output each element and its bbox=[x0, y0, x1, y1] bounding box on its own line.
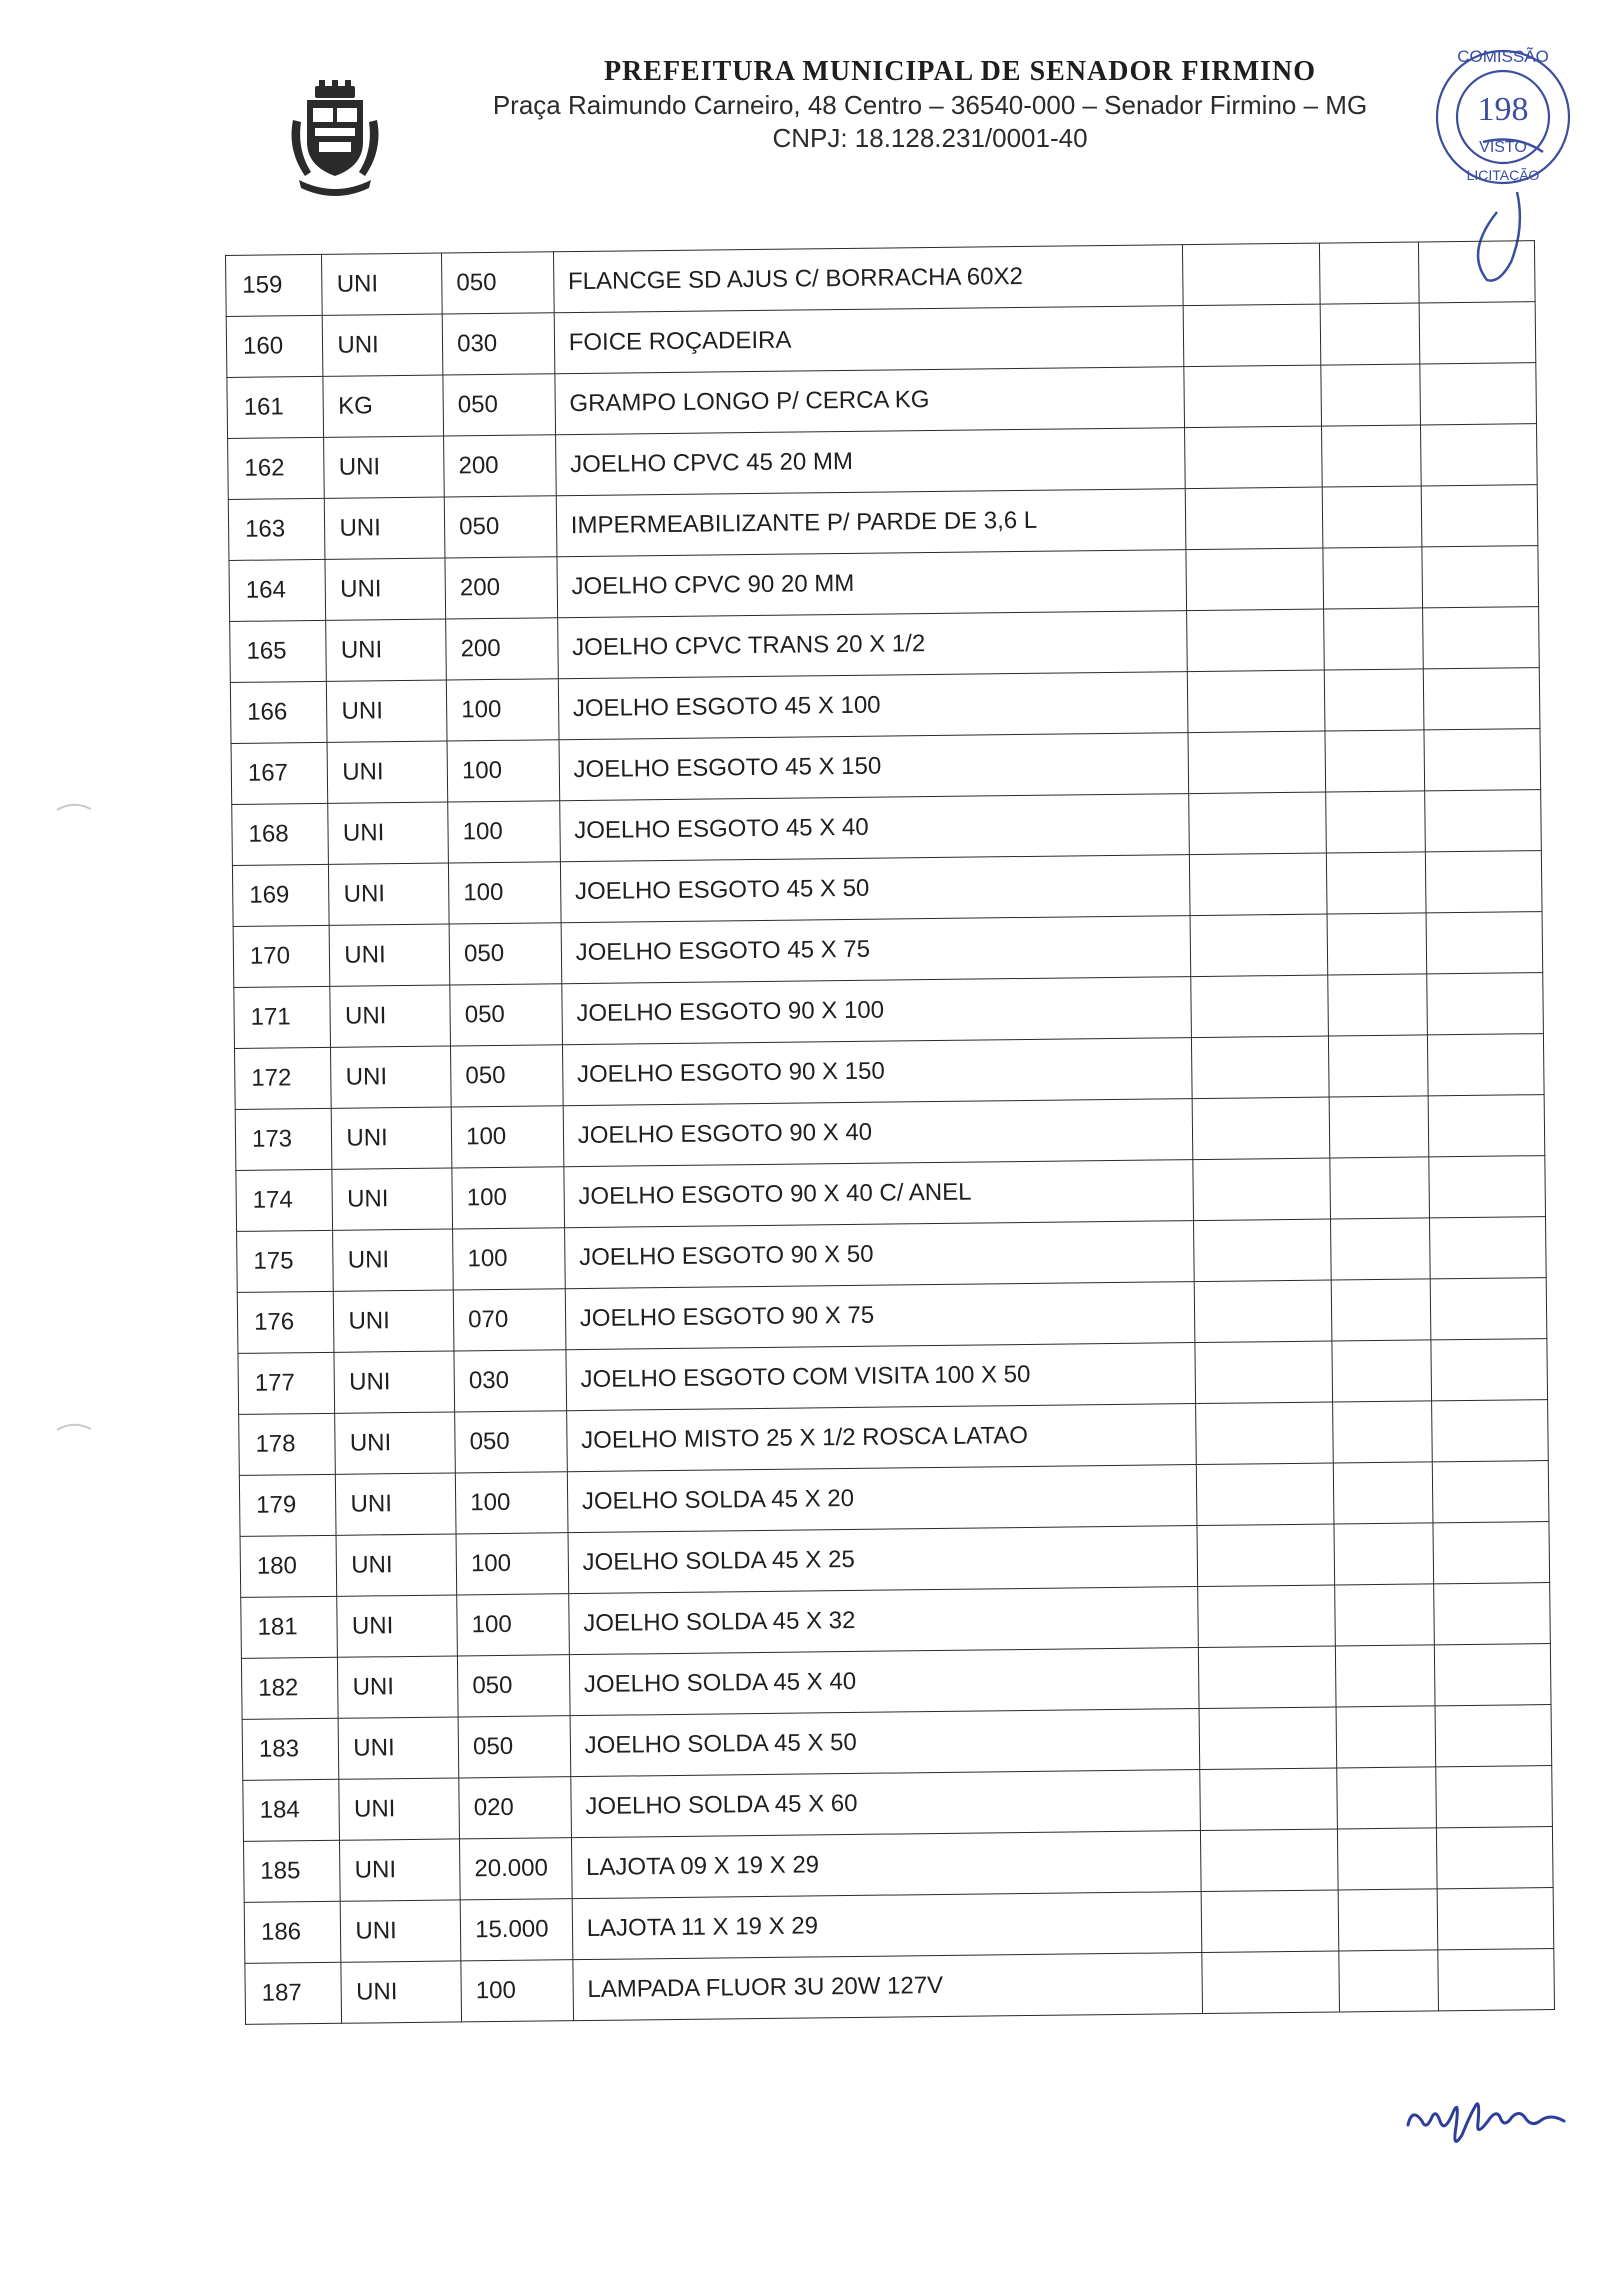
empty-cell bbox=[1185, 487, 1323, 550]
unit-cell: UNI bbox=[332, 1107, 452, 1169]
unit-cell: UNI bbox=[336, 1473, 456, 1535]
unit-cell: UNI bbox=[331, 1046, 451, 1108]
quantity-cell: 100 bbox=[453, 1228, 565, 1290]
item-number-cell: 176 bbox=[237, 1291, 334, 1353]
empty-cell bbox=[1200, 1768, 1338, 1831]
empty-cell bbox=[1197, 1524, 1335, 1587]
item-number-cell: 161 bbox=[227, 376, 324, 438]
empty-cell bbox=[1184, 365, 1322, 428]
empty-cell bbox=[1329, 1096, 1429, 1158]
empty-cell bbox=[1339, 1950, 1439, 2012]
item-number-cell: 179 bbox=[239, 1474, 336, 1536]
item-number-cell: 173 bbox=[235, 1108, 332, 1170]
empty-cell bbox=[1322, 486, 1422, 548]
description-cell: JOELHO ESGOTO 90 X 40 bbox=[563, 1099, 1193, 1167]
empty-cell bbox=[1420, 363, 1536, 425]
empty-cell bbox=[1189, 792, 1327, 855]
empty-cell bbox=[1191, 975, 1329, 1038]
empty-cell bbox=[1433, 1461, 1549, 1523]
empty-cell bbox=[1326, 791, 1426, 853]
item-number-cell: 162 bbox=[228, 437, 325, 499]
item-number-cell: 168 bbox=[232, 803, 329, 865]
empty-cell bbox=[1183, 304, 1321, 367]
empty-cell bbox=[1335, 1645, 1435, 1707]
empty-cell bbox=[1430, 1278, 1546, 1340]
empty-cell bbox=[1319, 242, 1419, 304]
description-cell: FOICE ROÇADEIRA bbox=[554, 306, 1184, 374]
quantity-cell: 100 bbox=[455, 1472, 567, 1534]
quantity-cell: 070 bbox=[453, 1289, 565, 1351]
quantity-cell: 050 bbox=[444, 496, 556, 558]
description-cell: JOELHO ESGOTO COM VISITA 100 X 50 bbox=[566, 1343, 1196, 1411]
item-number-cell: 183 bbox=[242, 1718, 339, 1780]
empty-cell bbox=[1327, 913, 1427, 975]
empty-cell bbox=[1320, 303, 1420, 365]
empty-cell bbox=[1188, 731, 1326, 794]
empty-cell bbox=[1435, 1705, 1551, 1767]
quantity-cell: 100 bbox=[449, 862, 561, 924]
unit-cell: UNI bbox=[325, 558, 445, 620]
item-number-cell: 181 bbox=[241, 1596, 338, 1658]
item-number-cell: 174 bbox=[236, 1169, 333, 1231]
stamp-middle-text: VISTO bbox=[1479, 139, 1527, 156]
description-cell: JOELHO ESGOTO 90 X 50 bbox=[564, 1221, 1194, 1289]
unit-cell: UNI bbox=[337, 1595, 457, 1657]
item-number-cell: 180 bbox=[240, 1535, 337, 1597]
empty-cell bbox=[1331, 1279, 1431, 1341]
empty-cell bbox=[1190, 914, 1328, 977]
description-cell: JOELHO MISTO 25 X 1/2 ROSCA LATAO bbox=[566, 1404, 1196, 1472]
item-number-cell: 184 bbox=[243, 1779, 340, 1841]
item-number-cell: 170 bbox=[233, 925, 330, 987]
item-number-cell: 182 bbox=[241, 1657, 338, 1719]
quantity-cell: 050 bbox=[451, 1045, 563, 1107]
empty-cell bbox=[1426, 851, 1542, 913]
quantity-cell: 15.000 bbox=[460, 1899, 572, 1961]
item-number-cell: 175 bbox=[237, 1230, 334, 1292]
empty-cell bbox=[1427, 973, 1543, 1035]
unit-cell: UNI bbox=[330, 924, 450, 986]
description-cell: JOELHO SOLDA 45 X 40 bbox=[569, 1648, 1199, 1716]
empty-cell bbox=[1432, 1400, 1548, 1462]
empty-cell bbox=[1438, 1949, 1554, 2011]
unit-cell: UNI bbox=[323, 314, 443, 376]
empty-cell bbox=[1182, 243, 1320, 306]
quantity-cell: 100 bbox=[447, 740, 559, 802]
description-cell: LAJOTA 11 X 19 X 29 bbox=[572, 1892, 1202, 1960]
empty-cell bbox=[1323, 547, 1423, 609]
empty-cell bbox=[1199, 1707, 1337, 1770]
empty-cell bbox=[1321, 425, 1421, 487]
empty-cell bbox=[1196, 1463, 1334, 1526]
empty-cell bbox=[1338, 1889, 1438, 1951]
description-cell: GRAMPO LONGO P/ CERCA KG bbox=[555, 367, 1185, 435]
description-cell: JOELHO ESGOTO 45 X 100 bbox=[558, 672, 1188, 740]
stamp-page-number: 198 bbox=[1477, 91, 1529, 128]
description-cell: JOELHO ESGOTO 45 X 50 bbox=[560, 855, 1190, 923]
stamp-top-text: COMISSÃO bbox=[1457, 47, 1549, 66]
unit-cell: UNI bbox=[335, 1412, 455, 1474]
description-cell: JOELHO ESGOTO 45 X 150 bbox=[559, 733, 1189, 801]
description-cell: FLANCGE SD AJUS C/ BORRACHA 60X2 bbox=[553, 245, 1183, 313]
unit-cell: UNI bbox=[334, 1351, 454, 1413]
unit-cell: UNI bbox=[341, 1961, 461, 2023]
empty-cell bbox=[1428, 1095, 1544, 1157]
quantity-cell: 100 bbox=[451, 1106, 563, 1168]
empty-cell bbox=[1186, 609, 1324, 672]
empty-cell bbox=[1193, 1158, 1331, 1221]
empty-cell bbox=[1193, 1219, 1331, 1282]
empty-cell bbox=[1425, 790, 1541, 852]
item-number-cell: 165 bbox=[230, 620, 327, 682]
item-number-cell: 159 bbox=[226, 254, 323, 316]
description-cell: JOELHO ESGOTO 90 X 40 C/ ANEL bbox=[564, 1160, 1194, 1228]
description-cell: LAMPADA FLUOR 3U 20W 127V bbox=[573, 1953, 1203, 2021]
header-text-block bbox=[440, 56, 1420, 154]
quantity-cell: 100 bbox=[457, 1594, 569, 1656]
unit-cell: UNI bbox=[329, 863, 449, 925]
empty-cell bbox=[1330, 1157, 1430, 1219]
empty-cell bbox=[1430, 1217, 1546, 1279]
unit-cell: UNI bbox=[330, 985, 450, 1047]
quantity-cell: 20.000 bbox=[460, 1838, 572, 1900]
scan-mark bbox=[55, 800, 95, 812]
quantity-cell: 050 bbox=[450, 984, 562, 1046]
empty-cell bbox=[1334, 1523, 1434, 1585]
empty-cell bbox=[1421, 424, 1537, 486]
empty-cell bbox=[1189, 853, 1327, 916]
item-number-cell: 169 bbox=[232, 864, 329, 926]
description-cell: JOELHO CPVC 90 20 MM bbox=[557, 550, 1187, 618]
quantity-cell: 050 bbox=[442, 252, 554, 314]
quantity-cell: 050 bbox=[449, 923, 561, 985]
empty-cell bbox=[1195, 1402, 1333, 1465]
unit-cell: UNI bbox=[338, 1717, 458, 1779]
quantity-cell: 200 bbox=[446, 618, 558, 680]
quantity-cell: 100 bbox=[452, 1167, 564, 1229]
quantity-cell: 050 bbox=[455, 1411, 567, 1473]
unit-cell: UNI bbox=[339, 1778, 459, 1840]
empty-cell bbox=[1424, 668, 1540, 730]
unit-cell: UNI bbox=[336, 1534, 456, 1596]
item-number-cell: 186 bbox=[244, 1901, 341, 1963]
empty-cell bbox=[1332, 1340, 1432, 1402]
empty-cell bbox=[1198, 1585, 1336, 1648]
empty-cell bbox=[1328, 1035, 1428, 1097]
empty-cell bbox=[1336, 1706, 1436, 1768]
address-line: Praça Raimundo Carneiro, 48 Centro – 36540-000 – Senador Firmino – MG bbox=[492, 90, 1368, 120]
empty-cell bbox=[1324, 669, 1424, 731]
empty-cell bbox=[1433, 1522, 1549, 1584]
quantity-cell: 200 bbox=[444, 435, 556, 497]
scan-mark bbox=[55, 1420, 95, 1432]
description-cell: JOELHO ESGOTO 90 X 100 bbox=[562, 977, 1192, 1045]
empty-cell bbox=[1202, 1951, 1340, 2014]
empty-cell bbox=[1191, 1036, 1329, 1099]
item-number-cell: 178 bbox=[239, 1413, 336, 1475]
stamp-bottom-text: LICITAÇÃO bbox=[1466, 167, 1540, 183]
empty-cell bbox=[1195, 1341, 1333, 1404]
item-number-cell: 167 bbox=[231, 742, 328, 804]
unit-cell: UNI bbox=[341, 1900, 461, 1962]
description-cell: JOELHO SOLDA 45 X 32 bbox=[568, 1587, 1198, 1655]
item-number-cell: 164 bbox=[229, 559, 326, 621]
item-number-cell: 187 bbox=[245, 1962, 342, 2024]
empty-cell bbox=[1326, 852, 1426, 914]
unit-cell: UNI bbox=[327, 741, 447, 803]
empty-cell bbox=[1435, 1644, 1551, 1706]
empty-cell bbox=[1421, 485, 1537, 547]
description-cell: JOELHO ESGOTO 90 X 150 bbox=[562, 1038, 1192, 1106]
empty-cell bbox=[1335, 1584, 1435, 1646]
unit-cell: UNI bbox=[334, 1290, 454, 1352]
empty-cell bbox=[1437, 1827, 1553, 1889]
empty-cell bbox=[1337, 1767, 1437, 1829]
empty-cell bbox=[1328, 974, 1428, 1036]
empty-cell bbox=[1426, 912, 1542, 974]
quantity-cell: 050 bbox=[458, 1655, 570, 1717]
handwritten-signature bbox=[1400, 2065, 1600, 2155]
description-cell: JOELHO SOLDA 45 X 20 bbox=[567, 1465, 1197, 1533]
item-number-cell: 166 bbox=[230, 681, 327, 743]
empty-cell bbox=[1194, 1280, 1332, 1343]
item-number-cell: 177 bbox=[238, 1352, 335, 1414]
item-number-cell: 171 bbox=[234, 986, 331, 1048]
empty-cell bbox=[1201, 1890, 1339, 1953]
unit-cell: UNI bbox=[340, 1839, 460, 1901]
empty-cell bbox=[1192, 1097, 1330, 1160]
quantity-cell: 020 bbox=[459, 1777, 571, 1839]
empty-cell bbox=[1436, 1766, 1552, 1828]
description-cell: JOELHO CPVC TRANS 20 X 1/2 bbox=[557, 611, 1187, 679]
description-cell: JOELHO ESGOTO 45 X 75 bbox=[561, 916, 1191, 984]
empty-cell bbox=[1422, 546, 1538, 608]
unit-cell: UNI bbox=[338, 1656, 458, 1718]
unit-cell: UNI bbox=[332, 1168, 452, 1230]
empty-cell bbox=[1333, 1462, 1433, 1524]
description-cell: JOELHO SOLDA 45 X 25 bbox=[568, 1526, 1198, 1594]
description-cell: JOELHO CPVC 45 20 MM bbox=[555, 428, 1185, 496]
page-title: PREFEITURA MUNICIPAL DE SENADOR FIRMINO bbox=[603, 56, 1317, 87]
empty-cell bbox=[1419, 302, 1535, 364]
empty-cell bbox=[1419, 241, 1535, 303]
cnpj-line: CNPJ: 18.128.231/0001-40 bbox=[772, 123, 1088, 153]
quantity-cell: 030 bbox=[442, 313, 554, 375]
empty-cell bbox=[1424, 729, 1540, 791]
empty-cell bbox=[1186, 548, 1324, 611]
unit-cell: UNI bbox=[326, 619, 446, 681]
unit-cell: UNI bbox=[333, 1229, 453, 1291]
description-cell: JOELHO SOLDA 45 X 60 bbox=[571, 1770, 1201, 1838]
empty-cell bbox=[1423, 607, 1539, 669]
empty-cell bbox=[1198, 1646, 1336, 1709]
empty-cell bbox=[1434, 1583, 1550, 1645]
description-cell: JOELHO ESGOTO 45 X 40 bbox=[559, 794, 1189, 862]
quantity-cell: 100 bbox=[446, 679, 558, 741]
item-number-cell: 172 bbox=[235, 1047, 332, 1109]
description-cell: JOELHO SOLDA 45 X 50 bbox=[570, 1709, 1200, 1777]
quantity-cell: 030 bbox=[454, 1350, 566, 1412]
unit-cell: UNI bbox=[325, 497, 445, 559]
empty-cell bbox=[1330, 1218, 1430, 1280]
unit-cell: KG bbox=[323, 375, 443, 437]
empty-cell bbox=[1337, 1828, 1437, 1890]
quantity-cell: 100 bbox=[448, 801, 560, 863]
empty-cell bbox=[1437, 1888, 1553, 1950]
empty-cell bbox=[1184, 426, 1322, 489]
page-header bbox=[0, 0, 1600, 220]
item-number-cell: 185 bbox=[243, 1840, 340, 1902]
quantity-cell: 100 bbox=[456, 1533, 568, 1595]
unit-cell: UNI bbox=[324, 436, 444, 498]
unit-cell: UNI bbox=[327, 680, 447, 742]
description-cell: JOELHO ESGOTO 90 X 75 bbox=[565, 1282, 1195, 1350]
quantity-cell: 050 bbox=[458, 1716, 570, 1778]
empty-cell bbox=[1187, 670, 1325, 733]
empty-cell bbox=[1323, 608, 1423, 670]
item-number-cell: 160 bbox=[226, 315, 323, 377]
quantity-cell: 100 bbox=[461, 1960, 573, 2022]
empty-cell bbox=[1431, 1339, 1547, 1401]
description-cell: IMPERMEABILIZANTE P/ PARDE DE 3,6 L bbox=[556, 489, 1186, 557]
unit-cell: UNI bbox=[322, 253, 442, 315]
empty-cell bbox=[1332, 1401, 1432, 1463]
quantity-cell: 200 bbox=[445, 557, 557, 619]
empty-cell bbox=[1428, 1034, 1544, 1096]
items-table bbox=[225, 240, 1555, 2025]
unit-cell: UNI bbox=[328, 802, 448, 864]
items-table-container bbox=[225, 240, 1555, 2025]
quantity-cell: 050 bbox=[443, 374, 555, 436]
item-number-cell: 163 bbox=[228, 498, 325, 560]
empty-cell bbox=[1200, 1829, 1338, 1892]
description-cell: LAJOTA 09 X 19 X 29 bbox=[571, 1831, 1201, 1899]
municipal-crest-icon bbox=[285, 80, 385, 200]
empty-cell bbox=[1325, 730, 1425, 792]
empty-cell bbox=[1429, 1156, 1545, 1218]
empty-cell bbox=[1321, 364, 1421, 426]
